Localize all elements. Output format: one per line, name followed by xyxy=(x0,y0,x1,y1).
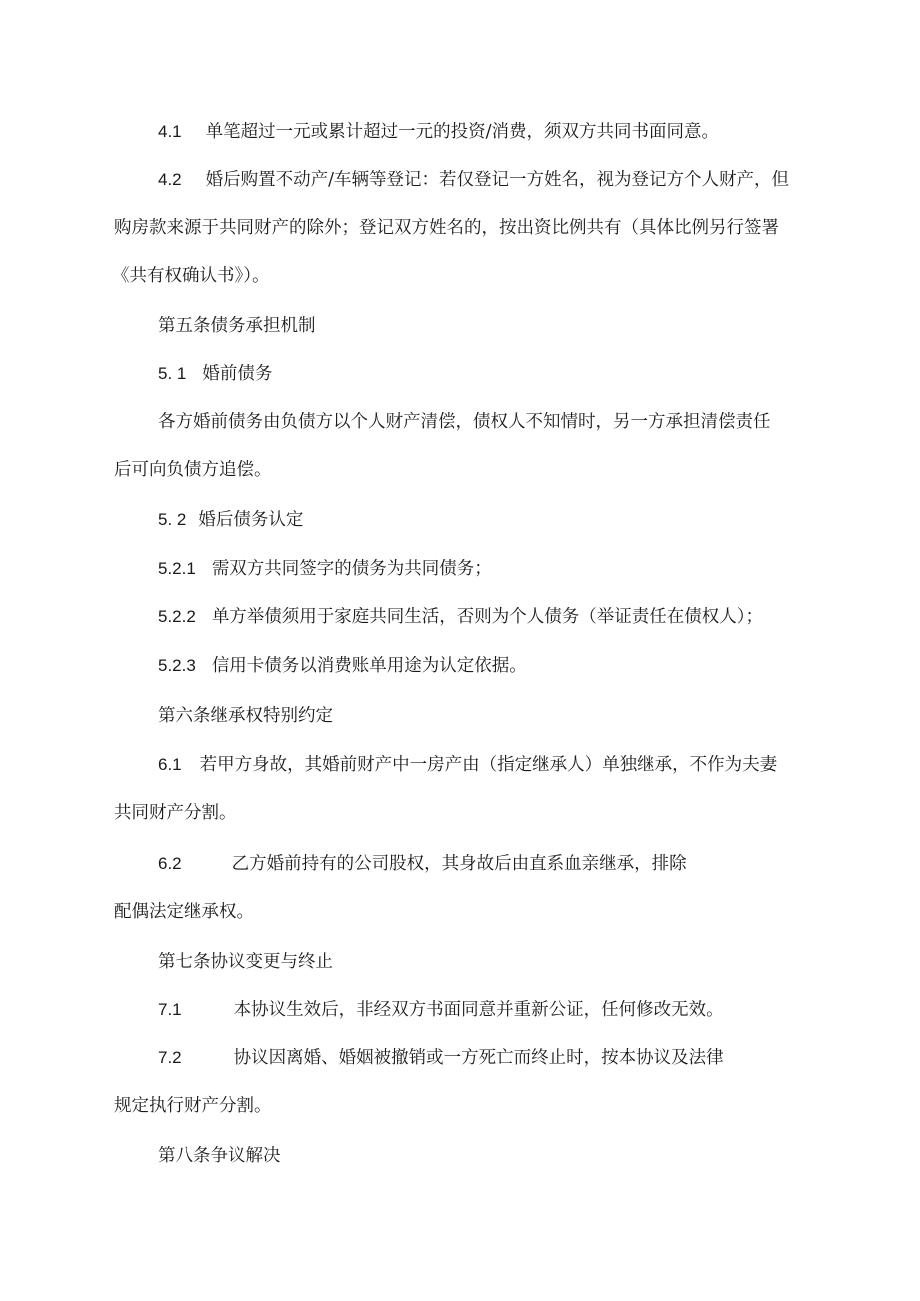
clause-number: 4.2 xyxy=(158,170,182,189)
article-heading: 第八条争议解决 xyxy=(158,1146,281,1166)
clause-number: 7.1 xyxy=(158,1000,182,1019)
clause-5-1 xyxy=(158,362,272,386)
clause-text: 需双方共同签字的债务为共同债务； xyxy=(211,559,492,579)
clause-7-2 xyxy=(158,1046,724,1070)
article-heading: 第七条协议变更与终止 xyxy=(158,952,333,972)
clause-text: 协议因离婚、婚姻被撤销或一方死亡而终止时，按本协议及法律 xyxy=(233,1048,724,1068)
clause-4-2-continuation: 购房款来源于共同财产的除外；登记双方姓名的，按出资比例共有（具体比例另行签署 xyxy=(114,218,779,238)
clause-7-1 xyxy=(158,998,724,1022)
clause-text: 本协议生效后，非经双方书面同意并重新公证，任何修改无效。 xyxy=(233,1000,724,1020)
clause-number: 6.2 xyxy=(158,854,182,873)
clause-text: 单笔超过一元或累计超过一元的投资/消费，须双方共同书面同意。 xyxy=(205,122,720,142)
clause-text: 婚前债务 xyxy=(202,364,273,384)
article-heading: 第六条继承权特别约定 xyxy=(158,706,333,726)
clause-5-2-3 xyxy=(158,654,527,678)
clause-5-2 xyxy=(158,508,303,532)
clause-number: 5. 2 xyxy=(158,510,187,529)
clause-text: 若甲方身故，其婚前财产中一房产由（指定继承人）单独继承，不作为夫妻 xyxy=(199,755,778,775)
clause-6-2 xyxy=(158,852,687,876)
clause-4-2-continuation: 《共有权确认书》）。 xyxy=(112,266,270,286)
clause-number: 5.2.1 xyxy=(158,559,196,578)
clause-number: 5.2.3 xyxy=(158,656,196,675)
clause-6-1-continuation: 共同财产分割。 xyxy=(114,803,237,823)
clause-number: 5.2.2 xyxy=(158,607,196,626)
clause-6-1 xyxy=(158,753,777,777)
clause-4-1 xyxy=(158,120,719,144)
paragraph-continuation: 后可向负债方追偿。 xyxy=(114,460,272,480)
clause-5-2-2 xyxy=(158,605,763,629)
clause-4-2 xyxy=(158,168,789,192)
clause-text: 信用卡债务以消费账单用途为认定依据。 xyxy=(211,656,527,676)
clause-text: 婚后债务认定 xyxy=(198,510,304,530)
clause-7-2-continuation: 规定执行财产分割。 xyxy=(114,1096,272,1116)
clause-number: 7.2 xyxy=(158,1048,182,1067)
clause-text: 乙方婚前持有的公司股权，其身故后由直系血亲继承，排除 xyxy=(231,854,687,874)
clause-5-2-1 xyxy=(158,557,492,581)
clause-text: 婚后购置不动产/车辆等登记：若仅登记一方姓名，视为登记方个人财产，但 xyxy=(205,170,790,190)
clause-6-2-continuation: 配偶法定继承权。 xyxy=(114,902,254,922)
clause-number: 6.1 xyxy=(158,755,182,774)
clause-number: 5. 1 xyxy=(158,364,187,383)
clause-number: 4.1 xyxy=(158,122,182,141)
clause-text: 单方举债须用于家庭共同生活，否则为个人债务（举证责任在债权人）； xyxy=(211,607,764,627)
paragraph: 各方婚前债务由负债方以个人财产清偿，债权人不知情时，另一方承担清偿责任 xyxy=(158,412,771,432)
article-heading: 第五条债务承担机制 xyxy=(158,316,316,336)
